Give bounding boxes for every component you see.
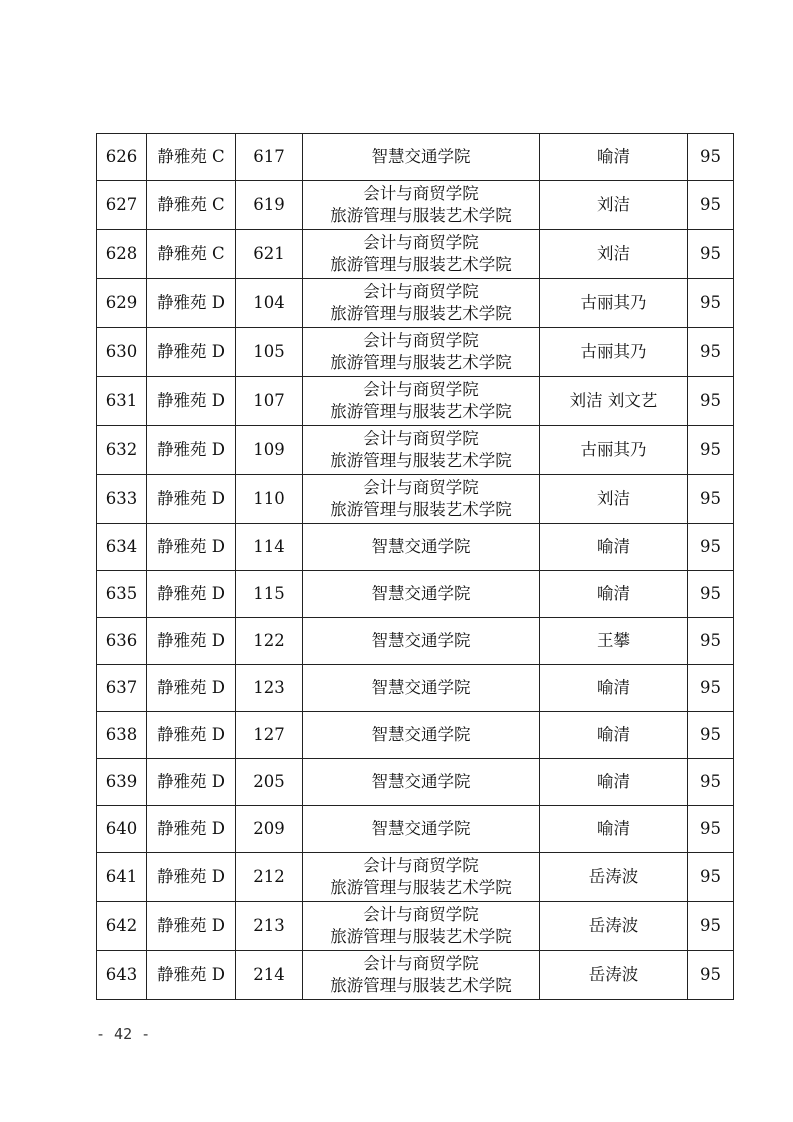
college-name: 会计与商贸学院 (363, 478, 479, 497)
no-cell: 629 (97, 279, 147, 328)
teacher-cell: 古丽其乃 (540, 426, 688, 475)
teacher-cell: 喻清 (540, 806, 688, 853)
teacher-cell: 刘洁 (540, 181, 688, 230)
teacher-cell: 喻清 (540, 134, 688, 181)
dormitory-score-table (96, 133, 734, 1000)
table-row (97, 853, 734, 902)
teacher-cell: 喻清 (540, 524, 688, 571)
no-cell: 634 (97, 524, 147, 571)
table-row (97, 759, 734, 806)
building-cell: 静雅苑 D (147, 665, 236, 712)
table-row (97, 806, 734, 853)
page-number: - 42 - (96, 1025, 151, 1043)
table-row (97, 328, 734, 377)
score-cell: 95 (688, 571, 734, 618)
teacher-cell: 岳涛波 (540, 853, 688, 902)
building-cell: 静雅苑 D (147, 328, 236, 377)
no-cell: 636 (97, 618, 147, 665)
table-row (97, 181, 734, 230)
score-cell: 95 (688, 134, 734, 181)
room-cell: 621 (236, 230, 303, 279)
room-cell: 617 (236, 134, 303, 181)
room-cell: 104 (236, 279, 303, 328)
college-name: 智慧交通学院 (371, 147, 471, 166)
table-row (97, 230, 734, 279)
college-cell (303, 853, 540, 902)
no-cell: 635 (97, 571, 147, 618)
room-cell: 109 (236, 426, 303, 475)
table-body (97, 134, 734, 1000)
table-row (97, 618, 734, 665)
room-cell: 122 (236, 618, 303, 665)
score-cell: 95 (688, 181, 734, 230)
college-name: 旅游管理与服装艺术学院 (330, 304, 512, 323)
table-row (97, 475, 734, 524)
score-cell: 95 (688, 328, 734, 377)
college-cell (303, 328, 540, 377)
college-cell (303, 279, 540, 328)
score-cell: 95 (688, 902, 734, 951)
score-cell: 95 (688, 951, 734, 1000)
table-row (97, 902, 734, 951)
college-cell (303, 524, 540, 571)
college-name: 会计与商贸学院 (363, 954, 479, 973)
teacher-cell: 古丽其乃 (540, 279, 688, 328)
college-cell (303, 426, 540, 475)
room-cell: 114 (236, 524, 303, 571)
no-cell: 630 (97, 328, 147, 377)
table-row (97, 571, 734, 618)
building-cell: 静雅苑 D (147, 475, 236, 524)
no-cell: 631 (97, 377, 147, 426)
building-cell: 静雅苑 D (147, 571, 236, 618)
college-cell (303, 134, 540, 181)
teacher-cell: 喻清 (540, 665, 688, 712)
building-cell: 静雅苑 D (147, 426, 236, 475)
college-name: 旅游管理与服装艺术学院 (330, 878, 512, 897)
score-cell: 95 (688, 759, 734, 806)
building-cell: 静雅苑 D (147, 902, 236, 951)
score-cell: 95 (688, 524, 734, 571)
score-cell: 95 (688, 618, 734, 665)
college-cell (303, 230, 540, 279)
room-cell: 212 (236, 853, 303, 902)
college-name: 旅游管理与服装艺术学院 (330, 927, 512, 946)
building-cell: 静雅苑 D (147, 377, 236, 426)
college-name: 旅游管理与服装艺术学院 (330, 500, 512, 519)
college-cell (303, 902, 540, 951)
table-row (97, 712, 734, 759)
building-cell: 静雅苑 D (147, 279, 236, 328)
score-cell: 95 (688, 806, 734, 853)
score-cell: 95 (688, 475, 734, 524)
teacher-cell: 喻清 (540, 712, 688, 759)
table-row (97, 134, 734, 181)
teacher-cell: 古丽其乃 (540, 328, 688, 377)
no-cell: 637 (97, 665, 147, 712)
no-cell: 638 (97, 712, 147, 759)
college-name: 会计与商贸学院 (363, 429, 479, 448)
room-cell: 619 (236, 181, 303, 230)
college-cell (303, 475, 540, 524)
table-row (97, 426, 734, 475)
room-cell: 110 (236, 475, 303, 524)
college-cell (303, 571, 540, 618)
no-cell: 626 (97, 134, 147, 181)
college-name: 智慧交通学院 (371, 678, 471, 697)
college-cell (303, 618, 540, 665)
room-cell: 205 (236, 759, 303, 806)
college-cell (303, 806, 540, 853)
college-name: 会计与商贸学院 (363, 856, 479, 875)
building-cell: 静雅苑 D (147, 759, 236, 806)
college-cell (303, 665, 540, 712)
room-cell: 123 (236, 665, 303, 712)
building-cell: 静雅苑 C (147, 230, 236, 279)
score-cell: 95 (688, 279, 734, 328)
college-name: 旅游管理与服装艺术学院 (330, 976, 512, 995)
teacher-cell: 岳涛波 (540, 951, 688, 1000)
building-cell: 静雅苑 D (147, 806, 236, 853)
score-cell: 95 (688, 426, 734, 475)
no-cell: 642 (97, 902, 147, 951)
teacher-cell: 喻清 (540, 571, 688, 618)
score-cell: 95 (688, 853, 734, 902)
college-name: 智慧交通学院 (371, 631, 471, 650)
teacher-cell: 王攀 (540, 618, 688, 665)
college-name: 会计与商贸学院 (363, 282, 479, 301)
college-name: 智慧交通学院 (371, 725, 471, 744)
room-cell: 214 (236, 951, 303, 1000)
building-cell: 静雅苑 D (147, 853, 236, 902)
room-cell: 107 (236, 377, 303, 426)
score-cell: 95 (688, 230, 734, 279)
no-cell: 643 (97, 951, 147, 1000)
no-cell: 639 (97, 759, 147, 806)
room-cell: 127 (236, 712, 303, 759)
score-cell: 95 (688, 712, 734, 759)
college-name: 旅游管理与服装艺术学院 (330, 206, 512, 225)
teacher-cell: 岳涛波 (540, 902, 688, 951)
table-row (97, 524, 734, 571)
college-name: 智慧交通学院 (371, 772, 471, 791)
building-cell: 静雅苑 D (147, 618, 236, 665)
building-cell: 静雅苑 D (147, 951, 236, 1000)
college-name: 智慧交通学院 (371, 537, 471, 556)
college-name: 会计与商贸学院 (363, 233, 479, 252)
college-name: 会计与商贸学院 (363, 905, 479, 924)
college-name: 旅游管理与服装艺术学院 (330, 255, 512, 274)
college-cell (303, 712, 540, 759)
college-name: 会计与商贸学院 (363, 184, 479, 203)
building-cell: 静雅苑 D (147, 712, 236, 759)
score-cell: 95 (688, 665, 734, 712)
college-name: 智慧交通学院 (371, 819, 471, 838)
college-cell (303, 181, 540, 230)
room-cell: 115 (236, 571, 303, 618)
college-cell (303, 759, 540, 806)
college-name: 旅游管理与服装艺术学院 (330, 353, 512, 372)
teacher-cell: 刘洁 (540, 230, 688, 279)
room-cell: 105 (236, 328, 303, 377)
no-cell: 640 (97, 806, 147, 853)
college-cell (303, 377, 540, 426)
teacher-cell: 刘洁 刘文艺 (540, 377, 688, 426)
table-row (97, 377, 734, 426)
table-row (97, 279, 734, 328)
college-name: 智慧交通学院 (371, 584, 471, 603)
room-cell: 209 (236, 806, 303, 853)
no-cell: 627 (97, 181, 147, 230)
table-row (97, 951, 734, 1000)
no-cell: 641 (97, 853, 147, 902)
building-cell: 静雅苑 C (147, 134, 236, 181)
score-cell: 95 (688, 377, 734, 426)
no-cell: 632 (97, 426, 147, 475)
teacher-cell: 刘洁 (540, 475, 688, 524)
no-cell: 628 (97, 230, 147, 279)
building-cell: 静雅苑 D (147, 524, 236, 571)
building-cell: 静雅苑 C (147, 181, 236, 230)
college-name: 旅游管理与服装艺术学院 (330, 451, 512, 470)
college-cell (303, 951, 540, 1000)
teacher-cell: 喻清 (540, 759, 688, 806)
no-cell: 633 (97, 475, 147, 524)
room-cell: 213 (236, 902, 303, 951)
college-name: 旅游管理与服装艺术学院 (330, 402, 512, 421)
table-row (97, 665, 734, 712)
college-name: 会计与商贸学院 (363, 380, 479, 399)
college-name: 会计与商贸学院 (363, 331, 479, 350)
